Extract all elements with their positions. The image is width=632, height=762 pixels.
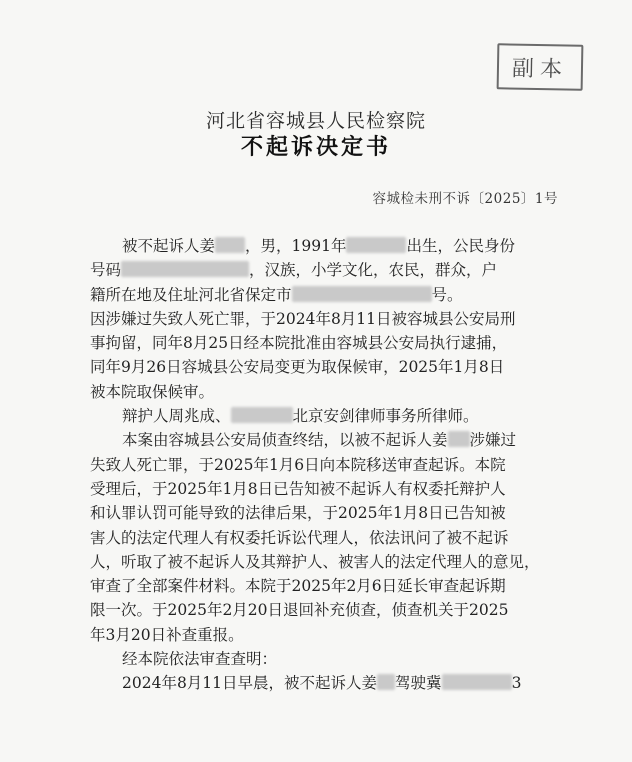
text-segment: ，汉族，小学文化，农民，群众，户 — [249, 261, 498, 280]
redaction-mark — [215, 237, 245, 253]
redaction-mark — [448, 431, 470, 447]
text-line — [90, 234, 580, 258]
text-segment: 驾驶冀 — [395, 674, 442, 693]
text-line: 因涉嫌过失致人死亡罪，于2024年8月11日被容城县公安局刑 — [90, 309, 516, 328]
document-title: 不起诉决定书 — [240, 134, 391, 160]
text-line — [90, 283, 580, 307]
text-line: 被本院取保候审。 — [90, 382, 215, 401]
text-line: 经本院依法审查查明： — [122, 650, 278, 669]
text-line — [90, 428, 580, 452]
text-segment: 号。 — [431, 285, 463, 304]
text-segment: 号码 — [90, 261, 122, 280]
text-segment: 辩护人周兆成、 — [122, 407, 231, 426]
text-segment: 2024年8月11日早晨，被不起诉人姜 — [122, 674, 378, 693]
text-line: 和认罪认罚可能导致的法律后果，于2025年1月8日已告知被 — [90, 504, 506, 523]
text-line: 人，听取了被不起诉人及其辩护人、被害人的法定代理人的意见， — [90, 552, 540, 571]
text-line: 年3月20日补查重报。 — [90, 625, 244, 644]
text-segment: 籍所在地及住址河北省保定市 — [90, 285, 292, 304]
text-segment: 被不起诉人姜 — [122, 237, 216, 255]
document-body — [90, 234, 580, 696]
text-line: 事拘留，同年8月25日经本院批准由容城县公安局执行逮捕， — [90, 334, 508, 353]
document-number: 容城检未刑不诉〔2025〕1号 — [372, 191, 558, 207]
text-line — [90, 258, 580, 282]
redaction-mark — [377, 674, 395, 690]
text-line: 受理后，于2025年1月8日已告知被不起诉人有权委托辩护人 — [90, 479, 506, 498]
redaction-mark — [346, 237, 406, 253]
text-segment: 3 — [511, 674, 522, 693]
redaction-mark — [442, 674, 512, 690]
text-line — [90, 404, 580, 428]
text-line: 限一次。于2025年2月20日退回补充侦查，侦查机关于2025 — [90, 601, 509, 620]
redaction-mark — [231, 407, 293, 423]
redaction-mark — [292, 286, 432, 302]
text-line — [90, 671, 580, 695]
text-line: 审查了全部案件材料。本院于2025年2月6日延长审查起诉期 — [90, 577, 506, 596]
copy-stamp: 副本 — [497, 43, 584, 90]
text-segment: 本案由容城县公安局侦查终结，以被不起诉人姜 — [122, 431, 448, 450]
text-segment: 涉嫌过 — [469, 431, 517, 450]
text-segment: 出生，公民身份 — [406, 237, 515, 255]
text-line: 害人的法定代理人有权委托诉讼代理人，依法讯问了被不起诉 — [90, 528, 509, 547]
text-line: 失致人死亡罪，于2025年1月6日向本院移送审查起诉。本院 — [90, 455, 506, 474]
redaction-mark — [121, 261, 249, 277]
procuratorate-name: 河北省容城县人民检察院 — [205, 110, 426, 132]
text-line: 同年9月26日容城县公安局变更为取保候审，2025年1月8日 — [90, 358, 505, 377]
text-segment: 北京安剑律师事务所律师。 — [292, 407, 479, 426]
text-segment: ，男，1991年 — [245, 237, 347, 255]
